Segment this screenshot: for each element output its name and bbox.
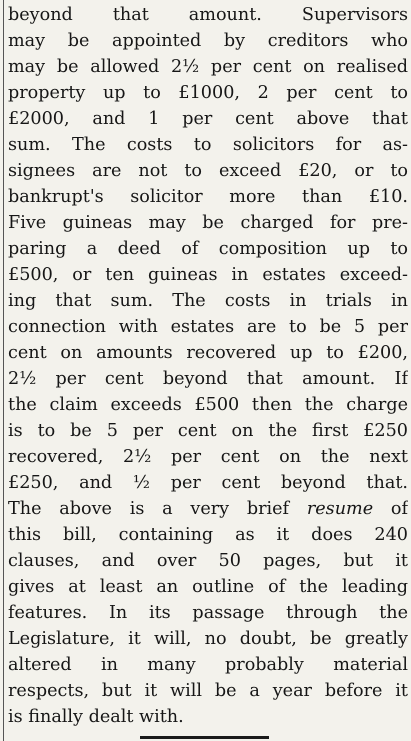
- text-line: property up to £1000, 2 per cent to: [8, 83, 408, 103]
- text-segment: The above is a very brief: [8, 499, 307, 519]
- text-line: recovered, 2½ per cent on the next: [8, 447, 408, 467]
- text-line: Five guineas may be charged for pre-: [8, 213, 408, 233]
- article-text: [8, 2, 408, 730]
- text-line: features. In its passage through the: [8, 603, 408, 623]
- text-line: the claim exceeds £500 then the charge: [8, 395, 408, 415]
- text-line: sum. The costs to solicitors for as-: [8, 135, 408, 155]
- text-line: signees are not to exceed £20, or to: [8, 161, 408, 181]
- text-line: altered in many probably material: [8, 655, 408, 675]
- text-line: respects, but it will be a year before it: [8, 681, 408, 701]
- text-line: 2½ per cent beyond that amount. If: [8, 369, 408, 389]
- text-line: ing that sum. The costs in trials in: [8, 291, 408, 311]
- text-line: £2000, and 1 per cent above that: [8, 109, 408, 129]
- emphasized-word: resume: [306, 499, 374, 519]
- column-rule: [3, 0, 4, 741]
- text-line: Legislature, it will, no doubt, be greatly: [8, 629, 408, 649]
- text-line: £500, or ten guineas in estates exceed-: [8, 265, 408, 285]
- text-line: £250, and ½ per cent beyond that.: [8, 473, 408, 493]
- text-line: clauses, and over 50 pages, but it: [8, 551, 408, 571]
- text-line: paring a deed of composition up to: [8, 239, 408, 259]
- text-line: may be appointed by creditors who: [8, 31, 408, 51]
- text-line: gives at least an outline of the leading: [8, 577, 408, 597]
- text-segment: of: [373, 499, 408, 519]
- text-line: cent on amounts recovered up to £200,: [8, 343, 408, 363]
- text-line: beyond that amount. Supervisors: [8, 5, 408, 25]
- text-line: may be allowed 2½ per cent on realised: [8, 57, 408, 77]
- text-line: connection with estates are to be 5 per: [8, 317, 408, 337]
- article-end-rule: [140, 736, 269, 739]
- text-line-with-emphasis: [8, 496, 408, 522]
- text-line: bankrupt's solicitor more than £10.: [8, 187, 408, 207]
- text-line: this bill, containing as it does 240: [8, 525, 408, 545]
- text-line: is finally dealt with.: [8, 707, 184, 727]
- text-line: is to be 5 per cent on the first £250: [8, 421, 408, 441]
